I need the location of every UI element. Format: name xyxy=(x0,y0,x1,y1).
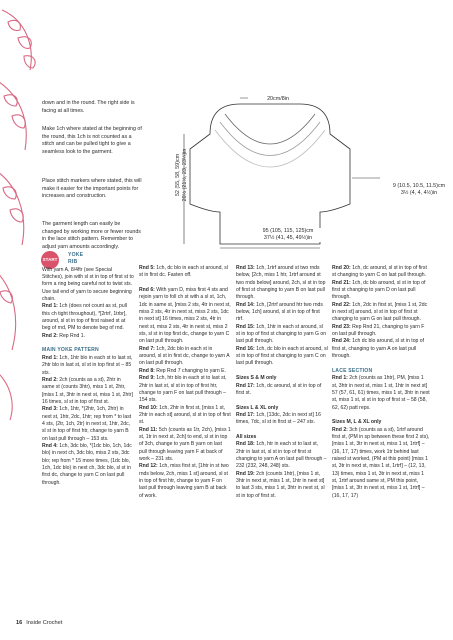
rnd-label: Rnd 19: xyxy=(236,470,255,477)
rnd-text: 1ch (does not count as st, pull this ch tight throughout), *[2rtrf, 1trbr], around, sl st in top of first raised st at beg of rnd, PM to denote beg of rnd. xyxy=(42,303,127,332)
column-3 xyxy=(236,265,328,500)
rnd-text: Rep Rnd 7 changing to yarn E. xyxy=(156,367,226,374)
rnd-text: 1ch, htr blo in each st to last st, 2htr in last st, sl st in top of first htr, change to yarn F on last pull through – 154 sts. xyxy=(139,375,227,404)
rnd-text: 2ch (counts 1htr), [miss 1 st, 3htr in next st, miss 1 st, 1htr in next st] to last 3 sts, miss 1 st, 3htr in next st, sl st in top of first st. xyxy=(236,470,325,499)
rnd-label: Rnd 16: xyxy=(236,345,255,352)
sizes-sm-title: Sizes S & M only xyxy=(236,375,277,382)
lace-rnd1 xyxy=(332,375,430,412)
rnd11 xyxy=(139,427,231,464)
column-1 xyxy=(42,252,134,487)
sleeve-in: 3½ (4, 4, 4½)in xyxy=(400,190,438,196)
rnd-label: Rnd 15: xyxy=(236,323,255,330)
rnd-text: 2ch (counts as a st), 2htr in same st (counts 3htr), miss 1 st, 2htr, [miss 1 st, 3htr in next st, miss 1 st, 2htr] 16 times, sl st in top of first st. xyxy=(42,376,133,405)
rnd15 xyxy=(236,324,328,346)
top-width-value: 20cm/8in xyxy=(267,96,289,102)
column-4 xyxy=(332,265,430,500)
rnd-label: Rnd 5: xyxy=(139,265,155,271)
rnd-label: Rnd 1: xyxy=(42,303,58,310)
rnd10 xyxy=(139,405,231,427)
rnd-text: 1ch, htr in each st to last st, 2htr in last st, sl st in top of first st changing to yarn A on last pull through – 232 (232, 248, 248) sts. xyxy=(236,441,327,470)
rnd-text: 1ch, dc around, sl st in top of first st. xyxy=(236,382,322,396)
rnd-text: 1ch, 2dc in first st, [miss 1 st, 2dc in next st] around, sl st in top of first st changing to yarn G on last pull through. xyxy=(332,301,428,323)
note-length: The garment length can easily be changed by working more or fewer rounds in the lace stitch pattern. Remember to adjust yarn amounts accordingly. xyxy=(42,221,141,250)
rnd-label: Rnd 21: xyxy=(332,279,351,286)
lace-section-title: LACE SECTION xyxy=(332,367,373,374)
rnd-label: Rnd 20: xyxy=(332,265,351,271)
note-chain: Make 1ch where stated at the beginning of the round, this 1ch is not counted as a stitch and can be pulled tight to give a seamless look to the garment. xyxy=(42,126,142,155)
yoke-intro xyxy=(42,267,134,304)
rnd-label: Rnd 2: xyxy=(332,426,348,433)
rnd24 xyxy=(332,338,430,360)
rnd9 xyxy=(139,375,231,404)
rnd-label: Rnd 17: xyxy=(236,382,255,389)
rnd-text: 3ch (counts as a st), 1rtrf around first st, (PM in sp between these first 2 sts), [miss 1 st, 3tr in next st, miss 1 st, 1rtrf] – (16, 17, 17) times, work 1tr behind last raised st worked, (PM at this point) [miss 1 st, 3tr in next st, miss 1 st, 1rtrf] – (12, 13, 13) times, miss 1 st, 3tr in next st, miss 1 st, 1rtrf around same st, PM this point, [miss 1 st, 3tr in next st, miss 1 st, 1rtrf] – (16, 17, 17) xyxy=(332,426,430,499)
rnd-text: With yarn D, miss first 4 sts and rejoin yarn to foll ch st with a sl st, 1ch, 1dc in same st, [miss 2 sts, 4tr in next st, miss 2 sts, 4tr in next st, miss 2 sts, 1dc in next st] 16 times, miss 2 sts, 4tr in next st, miss 2 sts, 4tr in next st, miss 2 sts, sl st in top first dc, change to yarn C on last pull through. xyxy=(139,287,231,345)
rnd-text: Rep Rnd 1. xyxy=(59,332,86,339)
yoke-rnd2 xyxy=(42,333,134,340)
rnd-text: 1ch, [2rtrf around htr two rnds below, 1ch] around, sl st in top of first rtrf. xyxy=(236,301,323,323)
rnd-text: 1ch dc blo around, sl st in top of first st, changing to yarn A on last pull through. xyxy=(332,338,425,360)
page-footer xyxy=(16,620,62,626)
rnd14 xyxy=(236,302,328,324)
bottom-in: 37½ (41, 45, 49½)in xyxy=(263,235,313,241)
rnd-text: 1ch, 1rtrf around st two rnds below, [2ch, miss 1 htr, 1rtrf around st two rnds below] around, 2ch, sl st in top of first st changing to yarn B on last pull through. xyxy=(236,265,326,301)
rnd-text: 1ch, 1htr blo in each st to last st, 2htr blo in last st, sl st in top first st – 85 sts. xyxy=(42,354,133,376)
rnd-text: 2ch (counts as 1htr), PM, [miss 1 st, 3htr in next st, miss 1 st, 1htr in next st] 57 (57, 61, 61) times, miss 1 st, 3htr in next st, miss 1 st, sl st in top of first st – 58 (58, 62, 62) patt reps. xyxy=(332,375,430,411)
rnd-text: 1ch, 1htr, *(2htr, 1ch, 2htr) in next st, 1htr, 2dc, 1htr; rep from * to last 4 sts, (2tr, 1ch, 2tr) in next st, 1htr, 2dc, sl st in top of first htr, change to yarn B on last pull through – 153 sts. xyxy=(42,406,132,442)
sizes-lxl-title: Sizes L & XL only xyxy=(236,404,279,411)
rnd-text: 1ch, 2dc blo in each st in around, sl st in first dc, change to yarn A on last pull through. xyxy=(139,345,230,367)
bottom-width-label xyxy=(248,228,328,242)
rnd-text: 1ch, 3dc blo, *(1dc blo, 1ch, 1dc blo) in next ch, 3dc blo, miss 2 sts, 3dc blo; rep from * 15 more times, (1dc blo, 1ch, 1dc blo) in next ch, 3dc blo, sl st in first dc, change to yarn C on last pull through. xyxy=(42,442,132,486)
rnd-text: Rep Rnd 21, changing to yarn F on last pull through. xyxy=(332,323,425,338)
rnd-label: Rnd 23: xyxy=(332,323,351,330)
rnd13 xyxy=(236,265,328,302)
rnd-label: Rnd 7: xyxy=(139,345,155,352)
page-number: 16 xyxy=(16,620,23,626)
rnd-text: 1ch, dc blo around, sl st in top of first st changing to yarn D on last pull through. xyxy=(332,279,426,301)
rnd-label: Rnd 6: xyxy=(139,287,155,294)
rnd6 xyxy=(139,287,231,346)
rnd-text: 1ch, dc around, sl st in top of first st changing to yarn C on last pull through. xyxy=(332,265,427,279)
main-rnd1 xyxy=(42,355,134,377)
top-width-label xyxy=(248,96,308,103)
rnd-label: Rnd 13: xyxy=(236,265,255,271)
main-yoke-title: MAIN YOKE PATTERN xyxy=(42,347,99,354)
rnd23 xyxy=(332,324,430,339)
sleeve-cm: 9 (10.5, 10.5, 11.5)cm xyxy=(392,183,446,189)
main-rnd4 xyxy=(42,443,134,487)
rnd22 xyxy=(332,302,430,324)
bottom-cm: 95 (105, 115, 125)cm xyxy=(262,228,314,234)
magazine-name: Inside Crochet xyxy=(26,620,63,626)
yoke-intro-text: With yarn A, 8/4ftr (see Special Stitches), join with sl st in top of first st to form a ring being careful not to twist sts. Use tail end of yarn to secure beginning chain. xyxy=(42,266,134,303)
rnd-text: 1ch, 2htr in first st, [miss 1 st, 2htr in each st] around, sl st in top of first st. xyxy=(139,404,231,426)
rnd-label: Rnd 18: xyxy=(236,441,255,448)
rnd19 xyxy=(236,471,328,500)
main-rnd2 xyxy=(42,377,134,406)
rnd-label: Rnd 14: xyxy=(236,301,255,308)
rib-subtitle: RIB xyxy=(68,259,78,266)
length-cm: 52 (55, 58, 59)cm xyxy=(175,153,181,197)
rnd-text: 1ch, 1htr in each st around, sl st in top of first st changing to yarn G on last pull through. xyxy=(236,323,327,345)
rnd21 xyxy=(332,280,430,302)
yoke-rnd1 xyxy=(42,303,134,332)
rnd12 xyxy=(139,463,231,500)
column-2 xyxy=(139,265,231,500)
main-rnd3 xyxy=(42,406,134,443)
rnd18 xyxy=(236,441,328,470)
sizes-mlxl-title: Sizes M, L & XL only xyxy=(332,419,382,426)
all-sizes-title: All sizes xyxy=(236,433,257,440)
rnd-label: Rnd 4: xyxy=(42,442,58,449)
rnd17-lxl xyxy=(236,412,328,427)
rnd-label: Rnd 12: xyxy=(139,463,158,470)
rnd-text: 1ch, [13dc, 2dc in next st] 16 times, 7dc, sl st in first st – 247 sts. xyxy=(236,411,321,426)
sleeve-label xyxy=(380,183,453,197)
rnd-label: Rnd 24: xyxy=(332,338,351,345)
rnd8 xyxy=(139,368,231,375)
note-round: down and in the round. The right side is facing at all times. xyxy=(42,100,135,114)
rnd-label: Rnd 1: xyxy=(42,354,58,361)
rnd-text: 5ch (counts as 1tr, 2ch), [miss 1 st, 1tr in next st, 2ch] to end, sl st in top of 3ch, change to yarn B yarn on last pull through leaving yarn F at back of work – 231 sts. xyxy=(139,426,231,462)
rnd-label: Rnd 1: xyxy=(332,375,348,382)
length-label xyxy=(175,120,189,230)
rnd-label: Rnd 22: xyxy=(332,301,351,308)
rnd-label: Rnd 2: xyxy=(42,332,58,339)
rnd-text: 1ch, dc blo in each st around, sl st in first dc. Fasten off. xyxy=(139,265,228,279)
rnd-label: Rnd 17: xyxy=(236,411,255,418)
rnd-label: Rnd 8: xyxy=(139,367,155,374)
length-in: 20½ (21½, 23, 23¼)in xyxy=(182,148,188,202)
note-markers: Place stitch markers where stated, this will make it easier for the important points for increases and construction. xyxy=(42,178,142,200)
rnd-text: 1ch, miss first st, [1htr in st two rnds below, 2ch, miss 1 st] around, sl st in top of first htr, change to yarn F on last pull through leaving yarn B at back of work. xyxy=(139,463,229,499)
rnd-label: Rnd 2: xyxy=(42,376,58,383)
rnd16 xyxy=(236,346,328,368)
rnd-label: Rnd 11: xyxy=(139,426,158,433)
rnd5 xyxy=(139,265,231,280)
yoke-title: YOKE xyxy=(68,252,84,258)
rnd-text: 1ch, dc blo in each st around, sl st in top of first st changing to yarn C on last pull through. xyxy=(236,345,328,367)
rnd-label: Rnd 10: xyxy=(139,404,158,411)
rnd7 xyxy=(139,346,231,368)
rnd20 xyxy=(332,265,430,280)
rnd-label: Rnd 9: xyxy=(139,375,155,382)
start-badge: START xyxy=(41,251,59,269)
lace-rnd2 xyxy=(332,427,430,500)
rnd17-sm xyxy=(236,383,328,398)
rnd-label: Rnd 3: xyxy=(42,406,58,413)
